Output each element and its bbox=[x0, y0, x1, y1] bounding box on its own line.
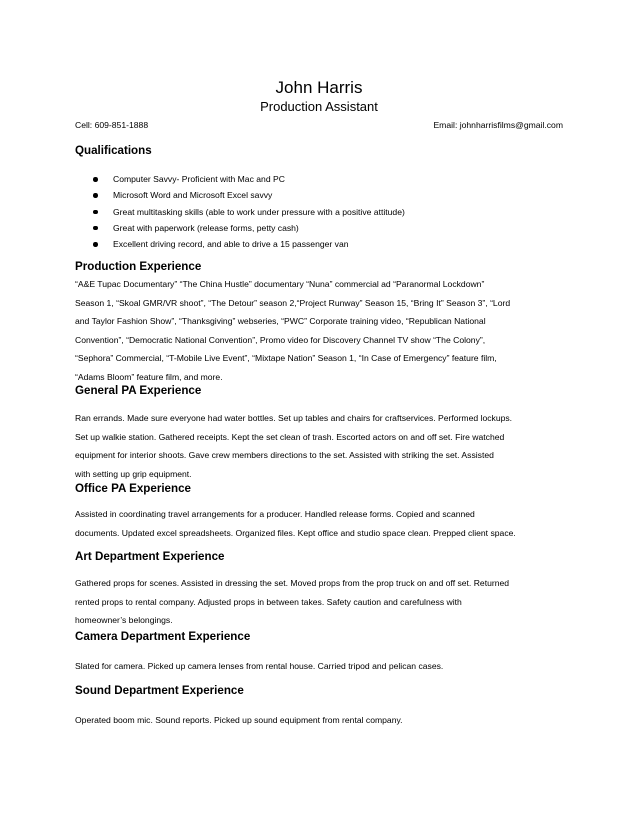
general-pa-heading: General PA Experience bbox=[75, 384, 202, 397]
production-experience-heading: Production Experience bbox=[75, 260, 202, 273]
sound-department-heading: Sound Department Experience bbox=[75, 684, 244, 697]
cell-phone: Cell: 609-851-1888 bbox=[75, 120, 149, 130]
general-pa-text: Ran errands. Made sure everyone had water bottles. Set up tables and chairs for craftservices. Performed lockups. Set up walkie station. Gathered receipts. Kept the set clean of trash. Escorted actors on and off set. Fire watched equipment for interior shoots. Gave crew members directions to the set. Assisted with striking the set. Assisted with setting up grip equipment. bbox=[75, 413, 513, 479]
job-title: Production Assistant bbox=[260, 99, 378, 114]
camera-department-text: Slated for camera. Picked up camera lenses from rental house. Carried tripod and pelican cases. bbox=[75, 661, 444, 671]
qualifications-heading: Qualifications bbox=[75, 144, 152, 157]
camera-department-heading: Camera Department Experience bbox=[75, 630, 251, 643]
office-pa-heading: Office PA Experience bbox=[75, 482, 191, 495]
production-experience-text: “A&E Tupac Documentary” “The China Hustle” documentary “Nuna” commercial ad “Paranormal Lockdown” Season 1, “Skoal GMR/VR shoot”, “The Detour” season 2,“Project Runway” Season 15, “Bring It” Season 3”, “Lord and Taylor Fashion Show”, “Thanksgiving” webseries, “PWC” Corporate training video, “Republican National Convention”, “Democratic National Convention”, Promo video for Discovery Channel TV show “The Colony”, “Sephora” Commercial, “T-Mobile Live Event”, “Mixtape Nation” Season 1, “In Case of Emergency” feature film, “Adams Bloom” feature film, and more. bbox=[75, 279, 511, 382]
art-department-text: Gathered props for scenes. Assisted in dressing the set. Moved props from the prop truck on and off set. Returned rented props to rental company. Adjusted props in between takes. Safety caution and carefulness with homeowner’s belongings. bbox=[75, 578, 510, 626]
bullet-icon bbox=[93, 242, 98, 247]
applicant-name: John Harris bbox=[275, 78, 363, 97]
art-department-heading: Art Department Experience bbox=[75, 550, 225, 563]
office-pa-text: Assisted in coordinating travel arrangements for a producer. Handled release forms. Copied and scanned documents. Updated excel spreadsheets. Organized files. Kept office and studio space clean. Prepped client space. bbox=[75, 509, 516, 538]
email-address: Email: johnharrisfilms@gmail.com bbox=[433, 120, 563, 130]
bullet-icon bbox=[93, 177, 98, 182]
bullet-icon bbox=[93, 226, 98, 231]
sound-department-text: Operated boom mic. Sound reports. Picked up sound equipment from rental company. bbox=[75, 715, 403, 725]
resume-page: John Harris Production Assistant Cell: 609-851-1888 Email: johnharrisfilms@gmail.com Qualifications Computer Savvy- Proficient with Mac and PC Microsoft Word and Microsoft Excel savvy Great multitasking skills (able to work under pressure with a positive attitude) Great with paperwork (release forms, petty cash) Excellent driving record, and able to drive a 15 passenger van Production Experience “A&E Tupac Documentary” “The China Hustle” documentary “Nuna” commercial ad “Paranormal Lockdown” Season 1, “Skoal GMR/VR shoot”, “The Detour” season 2,“Project Runway” Season 15, “Bring It” Season 3”, “Lord and Taylor Fashion Show”, “Thanksgiving” webseries, “PWC” Corporate training video, “Republican National Convention”, “Democratic National Convention”, Promo video for Discovery Channel TV show “The Colony”, “Sephora” Commercial, “T-Mobile Live Event”, “Mixtape Nation” Season 1, “In Case of Emergency” feature film, “Adams Bloom” feature film, and more. General PA Experience Ran errands. Made sure everyone had water bottles. Set up tables and chairs for craftservices. Performed lockups. Set up walkie station. Gathered receipts. Kept the set clean of trash. Escorted actors on and off set. Fire watched equipment for interior shoots. Gave crew members directions to the set. Assisted with striking the set. Assisted with setting up grip equipment. Office PA Experience Assisted in coordinating travel arrangements for a producer. Handled release forms. Copied and scanned documents. Updated excel spreadsheets. Organized files. Kept office and studio space clean. Prepped client space. Art Department Experience Gathered props for scenes. Assisted in dressing the set. Moved props from the prop truck on and off set. Returned rented props to rental company. Adjusted props in between takes. Safety caution and carefulness with homeowner’s belongings. Camera Department Experience Slated for camera. Picked up camera lenses from rental house. Carried tripod and pelican cases. Sound Department Experience Operated boom mic. Sound reports. Picked up sound equipment from rental company. bbox=[0, 0, 638, 826]
bullet-icon bbox=[93, 210, 98, 215]
bullet-icon bbox=[93, 193, 98, 198]
